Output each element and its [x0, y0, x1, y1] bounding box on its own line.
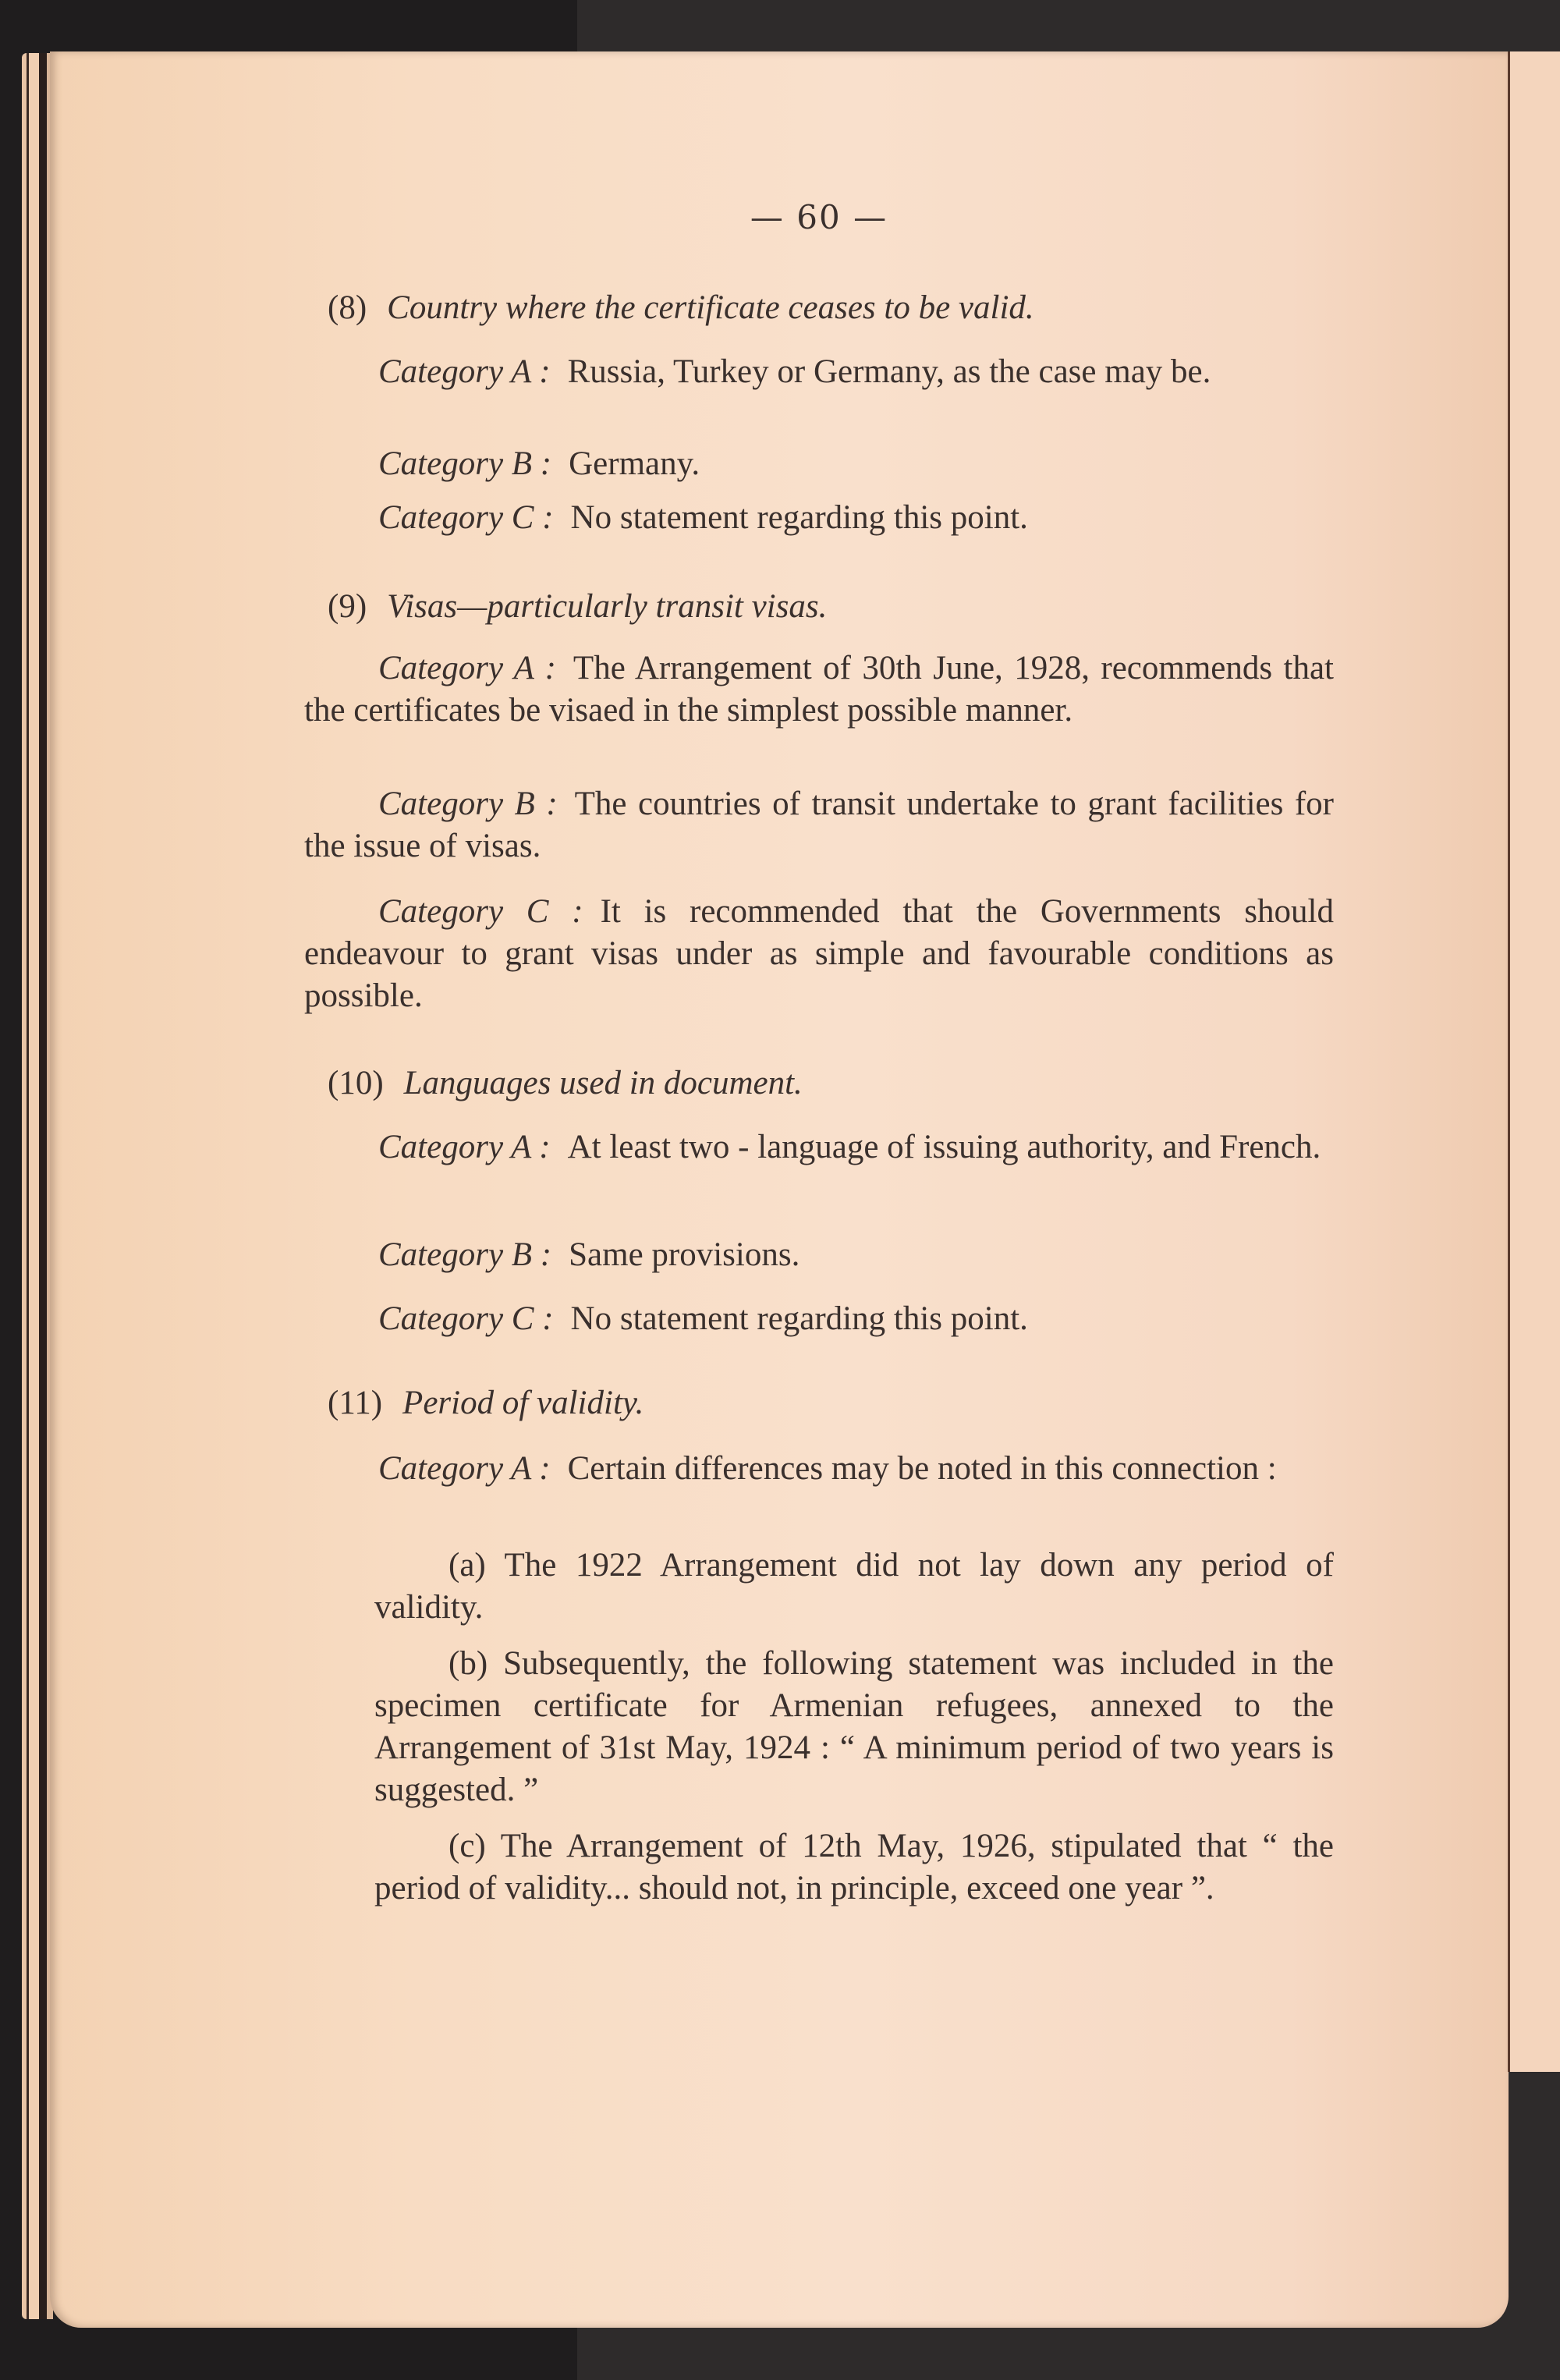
subitem-c: (c) The Arrangement of 12th May, 1926, stipulated that “ the period of validity... should not, in principle, exceed one year ”.: [374, 1828, 1334, 1906]
entry-10c: Category C : No statement regarding this point.: [378, 1300, 1028, 1337]
section-heading-11: (11) Period of validity.: [328, 1385, 644, 1421]
page-stack-edge: [22, 53, 53, 2319]
entry-9c: Category C : It is recommended that the Governments should endeavour to grant visas under as simple and favourable conditions as possible.: [304, 893, 1334, 1014]
section-heading-10: (10) Languages used in document.: [328, 1065, 803, 1101]
entry-9b: Category B : The countries of transit undertake to grant facilities for the issue of visas.: [304, 786, 1334, 864]
section-heading-9: (9) Visas—particularly transit visas.: [328, 588, 828, 625]
subitem-a: (a) The 1922 Arrangement did not lay down any period of validity.: [374, 1547, 1334, 1626]
subitem-b: (b) Subsequently, the following statement was included in the specimen certificate for Armenian refugees, annexed to the Arrangement of 31st May, 1924 : “ A minimum period of two years is suggested. ”: [374, 1645, 1334, 1808]
entry-10b: Category B : Same provisions.: [378, 1236, 800, 1273]
entry-8c: Category C : No statement regarding this point.: [378, 499, 1028, 536]
page-number: — 60 —: [750, 198, 888, 236]
section-heading-8: (8) Country where the certificate ceases to be valid.: [328, 289, 1034, 326]
entry-10a: Category A : At least two - language of issuing authority, and French.: [378, 1129, 1321, 1165]
entry-8a: Category A : Russia, Turkey or Germany, as the case may be.: [378, 353, 1211, 390]
entry-11a: Category A : Certain differences may be noted in this connection :: [378, 1450, 1277, 1487]
entry-8b: Category B : Germany.: [378, 445, 700, 482]
entry-9a: Category A : The Arrangement of 30th June, 1928, recommends that the certificates be visaed in the simplest possible manner.: [304, 650, 1334, 729]
next-page-edge: [1508, 51, 1560, 2072]
